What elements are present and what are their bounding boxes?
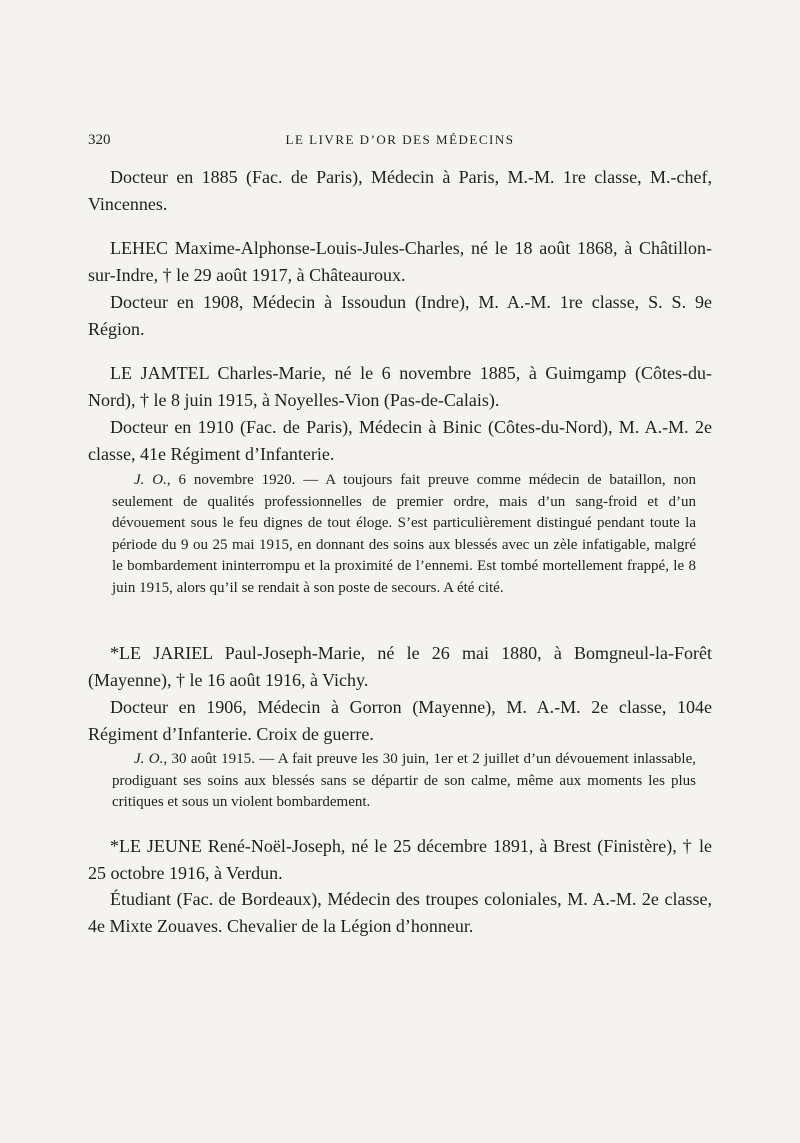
citation-text: , 30 août 1915. — A fait preuve les 30 juin, 1er et 2 juillet d’un dévouement inlassable, prodiguant ses soins aux blessés sans se départir de son calme, même aux moments les plus critiques et sous un violent bombardement. — [112, 751, 696, 810]
entry-lehec-heading: LEHEC Maxime-Alphonse-Louis-Jules-Charles, né le 18 août 1868, à Châtillon-sur-Indre, † le 29 août 1917, à Châteauroux. — [88, 238, 712, 285]
entry-le-jariel-career: Docteur en 1906, Médecin à Gorron (Mayenne), M. A.-M. 2e classe, 104e Régiment d’Infanterie. Croix de guerre. — [88, 697, 712, 744]
running-title: LE LIVRE D’OR DES MÉDECINS — [285, 132, 515, 147]
running-header — [88, 132, 712, 156]
entry-le-jariel-heading: *LE JARIEL Paul-Joseph-Marie, né le 26 mai 1880, à Bomgneul-la-Forêt (Mayenne), † le 16 août 1916, à Vichy. — [88, 643, 712, 690]
entry-le-jamtel-career: Docteur en 1910 (Fac. de Paris), Médecin à Binic (Côtes-du-Nord), M. A.-M. 2e classe, 41e Régiment d’Infanterie. — [88, 417, 712, 464]
entry-le-jeune-heading: *LE JEUNE René-Noël-Joseph, né le 25 décembre 1891, à Brest (Finistère), † le 25 octobre 1916, à Verdun. — [88, 836, 712, 883]
entry-le-jamtel-heading: LE JAMTEL Charles-Marie, né le 6 novembre 1885, à Guimgamp (Côtes-du-Nord), † le 8 juin 1915, à Noyelles-Vion (Pas-de-Calais). — [88, 363, 712, 410]
citation-text: , 6 novembre 1920. — A toujours fait preuve comme médecin de bataillon, non seulement de qualités professionnelles de premier ordre, mais d’un sang-froid et d’un dévouement sous le feu dignes de tout éloge. S’est particulièrement distingué pendant toute la période du 9 ou 25 mai 1915, en donnant des soins aux blessés avec un zèle infatigable, malgré le bombardement ininterrompu et la proximité de l’ennemi. Est tombé mortellement frappé, le 8 juin 1915, alors qu’il se rendait à son poste de secours. A été cité. — [112, 472, 696, 596]
entry-le-jeune-career: Étudiant (Fac. de Bordeaux), Médecin des troupes coloniales, M. A.-M. 2e classe, 4e Mixte Zouaves. Chevalier de la Légion d’honneur. — [88, 889, 712, 936]
entry-le-jariel-citation — [112, 749, 696, 814]
citation-source: J. O. — [134, 472, 167, 488]
entry-le-jamtel-citation — [112, 470, 696, 599]
entry-continuation: Docteur en 1885 (Fac. de Paris), Médecin à Paris, M.-M. 1re classe, M.-chef, Vincennes. — [88, 167, 712, 214]
page-number: 320 — [88, 132, 111, 148]
citation-source: J. O. — [134, 751, 164, 767]
entry-lehec-career: Docteur en 1908, Médecin à Issoudun (Indre), M. A.-M. 1re classe, S. S. 9e Région. — [88, 292, 712, 339]
